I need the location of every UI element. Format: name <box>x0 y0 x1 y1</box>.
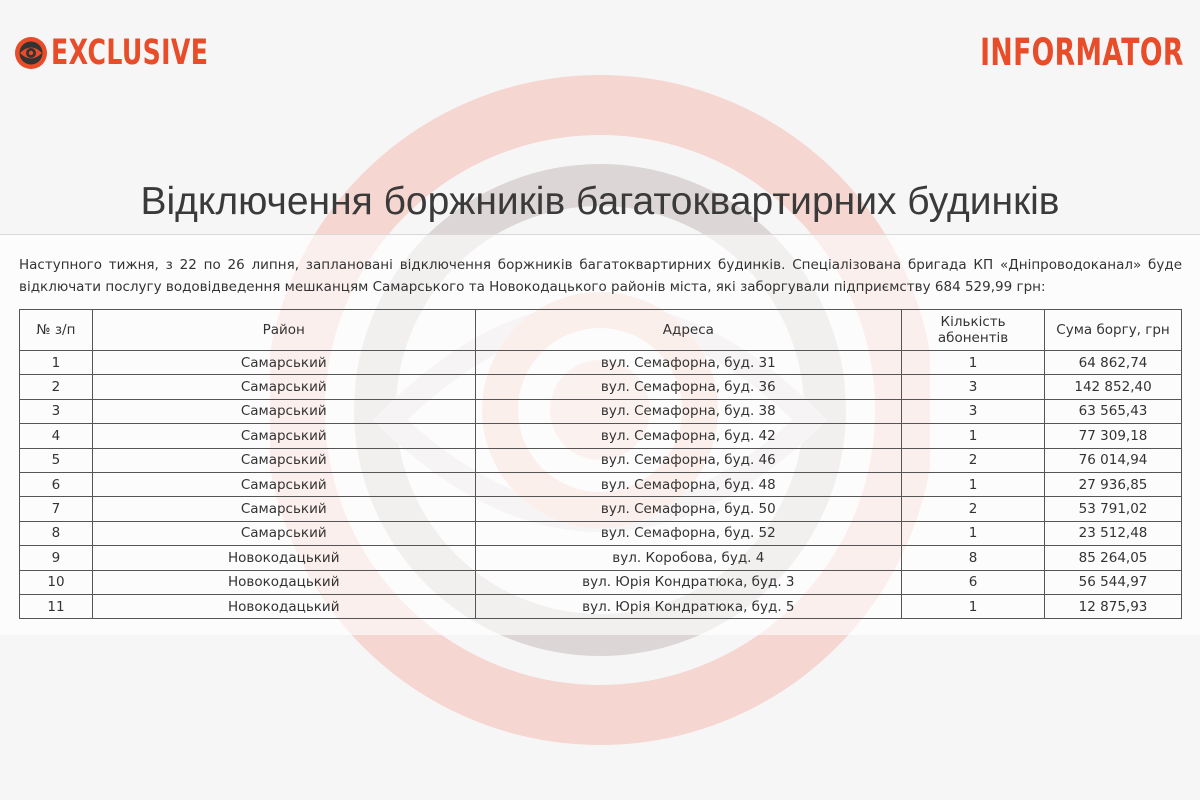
table-header-row <box>20 310 1182 351</box>
cell-subscribers: 6 <box>902 570 1045 594</box>
cell-address: вул. Семафорна, буд. 31 <box>475 351 902 375</box>
intro-paragraph: Наступного тижня, з 22 по 26 липня, заплановані відключення боржників багатоквартирних будинків. Спеціалізована бригада КП «Дніпроводоканал» буде відключати послугу водовідведення мешканцям Самарського та Новокодацького районів міста, які заборгували підприємству 684 529,99 грн: <box>19 257 1182 295</box>
cell-address: вул. Семафорна, буд. 48 <box>475 472 902 496</box>
cell-district: Самарський <box>92 399 475 423</box>
table-row <box>20 375 1182 399</box>
cell-number: 11 <box>20 594 93 618</box>
exclusive-logo[interactable] <box>14 33 270 73</box>
cell-number: 8 <box>20 521 93 545</box>
header-subscribers: Кількість абонентів <box>902 310 1045 351</box>
header-number: № з/п <box>20 310 93 351</box>
cell-debt: 64 862,74 <box>1045 351 1182 375</box>
cell-debt: 53 791,02 <box>1045 497 1182 521</box>
cell-address: вул. Юрія Кондратюка, буд. 5 <box>475 594 902 618</box>
cell-number: 1 <box>20 351 93 375</box>
informator-logo[interactable]: INFORMATOR <box>980 31 1184 74</box>
cell-address: вул. Семафорна, буд. 50 <box>475 497 902 521</box>
cell-address: вул. Коробова, буд. 4 <box>475 546 902 570</box>
cell-subscribers: 1 <box>902 521 1045 545</box>
cell-subscribers: 1 <box>902 594 1045 618</box>
cell-debt: 142 852,40 <box>1045 375 1182 399</box>
cell-number: 6 <box>20 472 93 496</box>
cell-subscribers: 8 <box>902 546 1045 570</box>
header-address: Адреса <box>475 310 902 351</box>
cell-district: Новокодацький <box>92 546 475 570</box>
cell-address: вул. Семафорна, буд. 38 <box>475 399 902 423</box>
table-row <box>20 546 1182 570</box>
header-debt-sum: Сума боргу, грн <box>1045 310 1182 351</box>
debtors-table <box>19 309 1182 619</box>
table-row <box>20 497 1182 521</box>
cell-district: Самарський <box>92 375 475 399</box>
cell-address: вул. Семафорна, буд. 42 <box>475 424 902 448</box>
cell-debt: 77 309,18 <box>1045 424 1182 448</box>
cell-number: 2 <box>20 375 93 399</box>
table-row <box>20 521 1182 545</box>
table-row <box>20 351 1182 375</box>
cell-debt: 27 936,85 <box>1045 472 1182 496</box>
cell-number: 7 <box>20 497 93 521</box>
cell-subscribers: 2 <box>902 448 1045 472</box>
header-district: Район <box>92 310 475 351</box>
cell-district: Новокодацький <box>92 594 475 618</box>
cell-number: 10 <box>20 570 93 594</box>
cell-address: вул. Семафорна, буд. 36 <box>475 375 902 399</box>
cell-subscribers: 2 <box>902 497 1045 521</box>
cell-address: вул. Семафорна, буд. 52 <box>475 521 902 545</box>
cell-subscribers: 3 <box>902 375 1045 399</box>
eye-icon <box>14 36 48 70</box>
table-row <box>20 570 1182 594</box>
cell-number: 5 <box>20 448 93 472</box>
cell-district: Новокодацький <box>92 570 475 594</box>
table-row <box>20 424 1182 448</box>
cell-debt: 12 875,93 <box>1045 594 1182 618</box>
cell-address: вул. Юрія Кондратюка, буд. 3 <box>475 570 902 594</box>
cell-number: 3 <box>20 399 93 423</box>
cell-subscribers: 1 <box>902 351 1045 375</box>
cell-district: Самарський <box>92 497 475 521</box>
table-row <box>20 472 1182 496</box>
cell-district: Самарський <box>92 424 475 448</box>
cell-debt: 76 014,94 <box>1045 448 1182 472</box>
cell-debt: 63 565,43 <box>1045 399 1182 423</box>
cell-number: 9 <box>20 546 93 570</box>
cell-district: Самарський <box>92 351 475 375</box>
cell-debt: 23 512,48 <box>1045 521 1182 545</box>
cell-number: 4 <box>20 424 93 448</box>
table-row <box>20 399 1182 423</box>
cell-district: Самарський <box>92 472 475 496</box>
cell-district: Самарський <box>92 521 475 545</box>
cell-address: вул. Семафорна, буд. 46 <box>475 448 902 472</box>
cell-subscribers: 1 <box>902 472 1045 496</box>
exclusive-logo-text: EXCLUSIVE <box>51 33 209 73</box>
cell-subscribers: 3 <box>902 399 1045 423</box>
table-row <box>20 448 1182 472</box>
page-title: Відключення боржників багатоквартирних будинків <box>140 180 1060 223</box>
cell-district: Самарський <box>92 448 475 472</box>
cell-debt: 85 264,05 <box>1045 546 1182 570</box>
cell-debt: 56 544,97 <box>1045 570 1182 594</box>
cell-subscribers: 1 <box>902 424 1045 448</box>
table-row <box>20 594 1182 618</box>
